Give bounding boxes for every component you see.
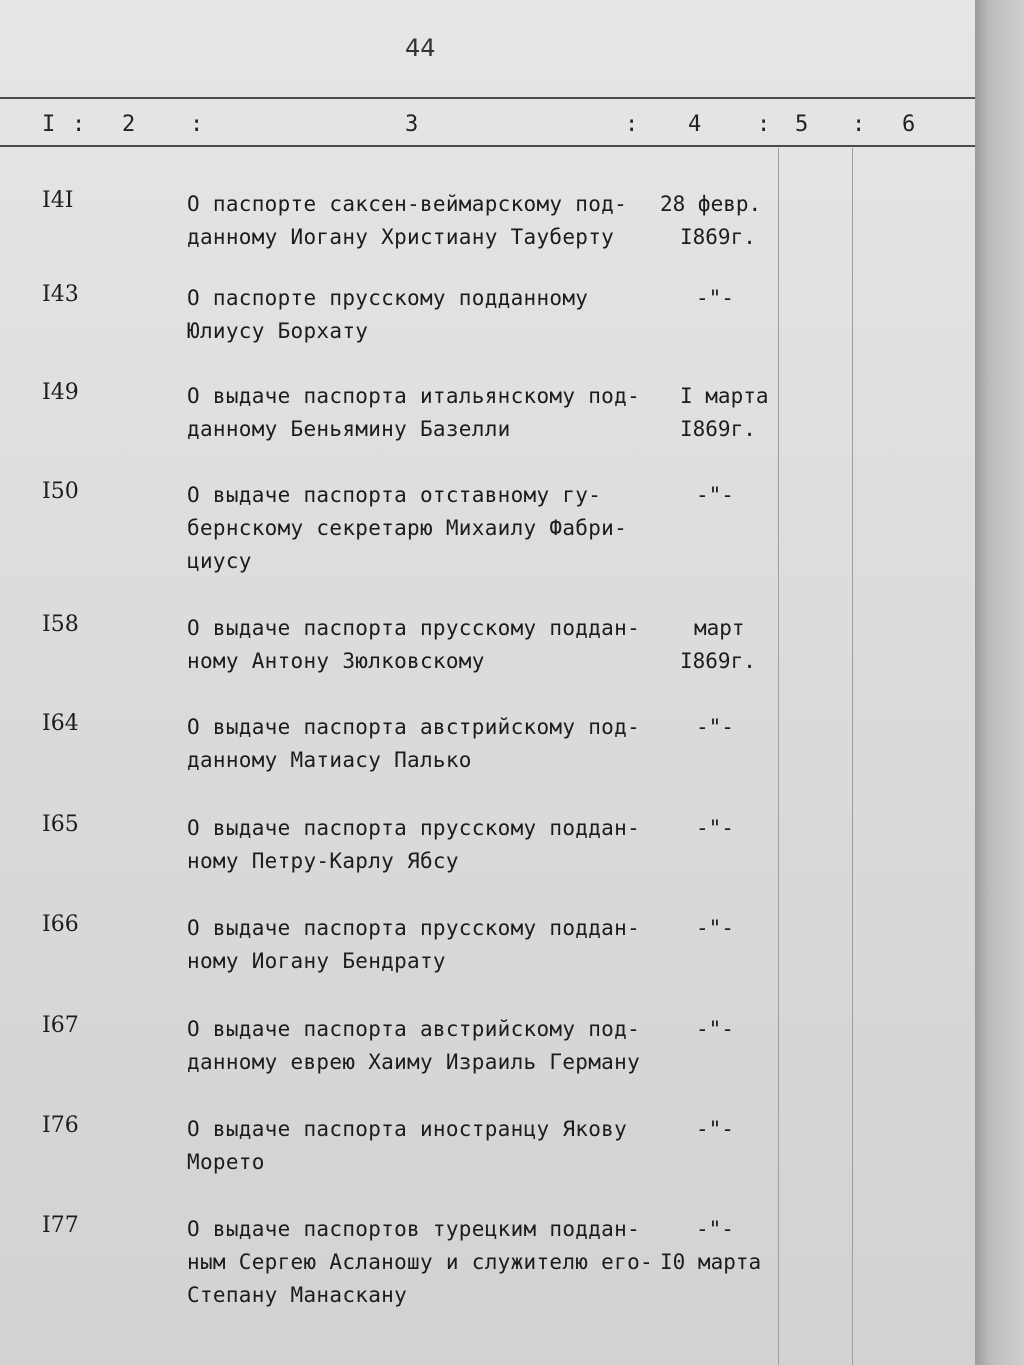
entry-description bbox=[187, 1213, 653, 1312]
entry-description-line: О паспорте прусскому подданному bbox=[187, 286, 589, 310]
entry-number: I4I bbox=[42, 188, 74, 213]
entry-date bbox=[660, 1113, 734, 1146]
entry-description bbox=[187, 380, 640, 446]
entry-date bbox=[660, 1213, 761, 1279]
entry-number: I65 bbox=[42, 812, 79, 837]
entry-description-line: Степану Манаскану bbox=[187, 1283, 408, 1307]
entry-description bbox=[187, 282, 588, 348]
entry-description-line: О паспорте саксен-веймарскому под- bbox=[187, 192, 628, 216]
header-col-2: 2 bbox=[122, 112, 136, 137]
entry-date bbox=[660, 912, 734, 945]
entry-description-line: данному еврею Хаиму Израиль Герману bbox=[187, 1050, 641, 1074]
header-col-1: I bbox=[42, 112, 56, 137]
entry-description bbox=[187, 1013, 640, 1079]
entry-description-line: О выдаче паспорта прусскому поддан- bbox=[187, 616, 641, 640]
header-separator: : bbox=[852, 112, 866, 137]
entry-date-line: март bbox=[694, 616, 745, 640]
entry-date bbox=[660, 612, 756, 678]
entry-description bbox=[187, 912, 640, 978]
entry-description-line: О выдаче паспорта иностранцу Якову bbox=[187, 1117, 628, 1141]
header-col-3: 3 bbox=[405, 112, 419, 137]
entry-description-line: бернскому секретарю Михаилу Фабри- bbox=[187, 516, 628, 540]
entry-date-line: -"- bbox=[696, 1117, 734, 1141]
entry-description-line: ному Петру-Карлу Ябсу bbox=[187, 849, 459, 873]
entry-date-line: -"- bbox=[696, 1017, 734, 1041]
entry-description bbox=[187, 812, 640, 878]
header-bottom-rule bbox=[0, 145, 975, 147]
entry-description-line: данному Матиасу Палько bbox=[187, 748, 472, 772]
entry-date bbox=[660, 479, 734, 512]
entry-description-line: О выдаче паспорта австрийскому под- bbox=[187, 1017, 641, 1041]
entry-number: I77 bbox=[42, 1213, 79, 1238]
entry-number: I66 bbox=[42, 912, 79, 937]
entry-number: I64 bbox=[42, 711, 79, 736]
header-col-4: 4 bbox=[688, 112, 702, 137]
column-divider bbox=[852, 148, 853, 1365]
entry-date bbox=[660, 812, 734, 845]
entry-date bbox=[660, 380, 769, 446]
entry-date bbox=[660, 188, 761, 254]
entry-description-line: ному Антону Зюлковскому bbox=[187, 649, 485, 673]
entry-date-line: I0 марта bbox=[660, 1250, 762, 1274]
entry-date-line: -"- bbox=[696, 715, 734, 739]
entry-date-line: 28 февр. bbox=[660, 192, 762, 216]
entry-description bbox=[187, 612, 640, 678]
entry-date-line: I869г. bbox=[680, 649, 756, 673]
entry-number: I50 bbox=[42, 479, 79, 504]
entry-description-line: ным Сергею Асланошу и служителю его- bbox=[187, 1250, 653, 1274]
header-col-5: 5 bbox=[795, 112, 809, 137]
entry-date-line: -"- bbox=[696, 816, 734, 840]
entry-date-line: -"- bbox=[696, 286, 734, 310]
entry-description bbox=[187, 188, 627, 254]
column-divider bbox=[778, 148, 779, 1365]
entry-description-line: О выдаче паспорта отставному гу- bbox=[187, 483, 602, 507]
entry-description-line: О выдаче паспорта прусскому поддан- bbox=[187, 816, 641, 840]
header-separator: : bbox=[625, 112, 639, 137]
entry-date-line: I869г. bbox=[680, 225, 756, 249]
entry-date bbox=[660, 1013, 734, 1046]
entry-description bbox=[187, 479, 627, 578]
entry-description-line: О выдаче паспорта прусскому поддан- bbox=[187, 916, 641, 940]
entry-number: I67 bbox=[42, 1013, 79, 1038]
entry-description-line: О выдаче паспортов турецким поддан- bbox=[187, 1217, 641, 1241]
page-edge bbox=[975, 0, 1024, 1365]
entry-description bbox=[187, 711, 640, 777]
entry-description-line: Морето bbox=[187, 1150, 265, 1174]
header-col-6: 6 bbox=[902, 112, 916, 137]
entry-date-line: -"- bbox=[696, 1217, 734, 1241]
page-number: 44 bbox=[405, 34, 436, 62]
entry-date bbox=[660, 282, 734, 315]
header-separator: : bbox=[190, 112, 204, 137]
entry-description bbox=[187, 1113, 627, 1179]
entry-description-line: ному Иогану Бендрату bbox=[187, 949, 446, 973]
entry-description-line: циусу bbox=[187, 549, 252, 573]
entry-number: I58 bbox=[42, 612, 79, 637]
entry-description-line: О выдаче паспорта австрийскому под- bbox=[187, 715, 641, 739]
header-separator: : bbox=[72, 112, 86, 137]
entry-description-line: данному Беньямину Базелли bbox=[187, 417, 511, 441]
entry-date-line: I869г. bbox=[680, 417, 756, 441]
header-separator: : bbox=[757, 112, 771, 137]
entry-description-line: Юлиусу Борхату bbox=[187, 319, 369, 343]
entry-number: I76 bbox=[42, 1113, 79, 1138]
entry-number: I49 bbox=[42, 380, 79, 405]
entry-number: I43 bbox=[42, 282, 79, 307]
entry-date-line: -"- bbox=[696, 483, 734, 507]
entry-date-line: -"- bbox=[696, 916, 734, 940]
entry-date-line: I марта bbox=[680, 384, 769, 408]
header-top-rule bbox=[0, 97, 975, 99]
entry-description-line: О выдаче паспорта итальянскому под- bbox=[187, 384, 641, 408]
entry-description-line: данному Иогану Христиану Тауберту bbox=[187, 225, 615, 249]
entry-date bbox=[660, 711, 734, 744]
